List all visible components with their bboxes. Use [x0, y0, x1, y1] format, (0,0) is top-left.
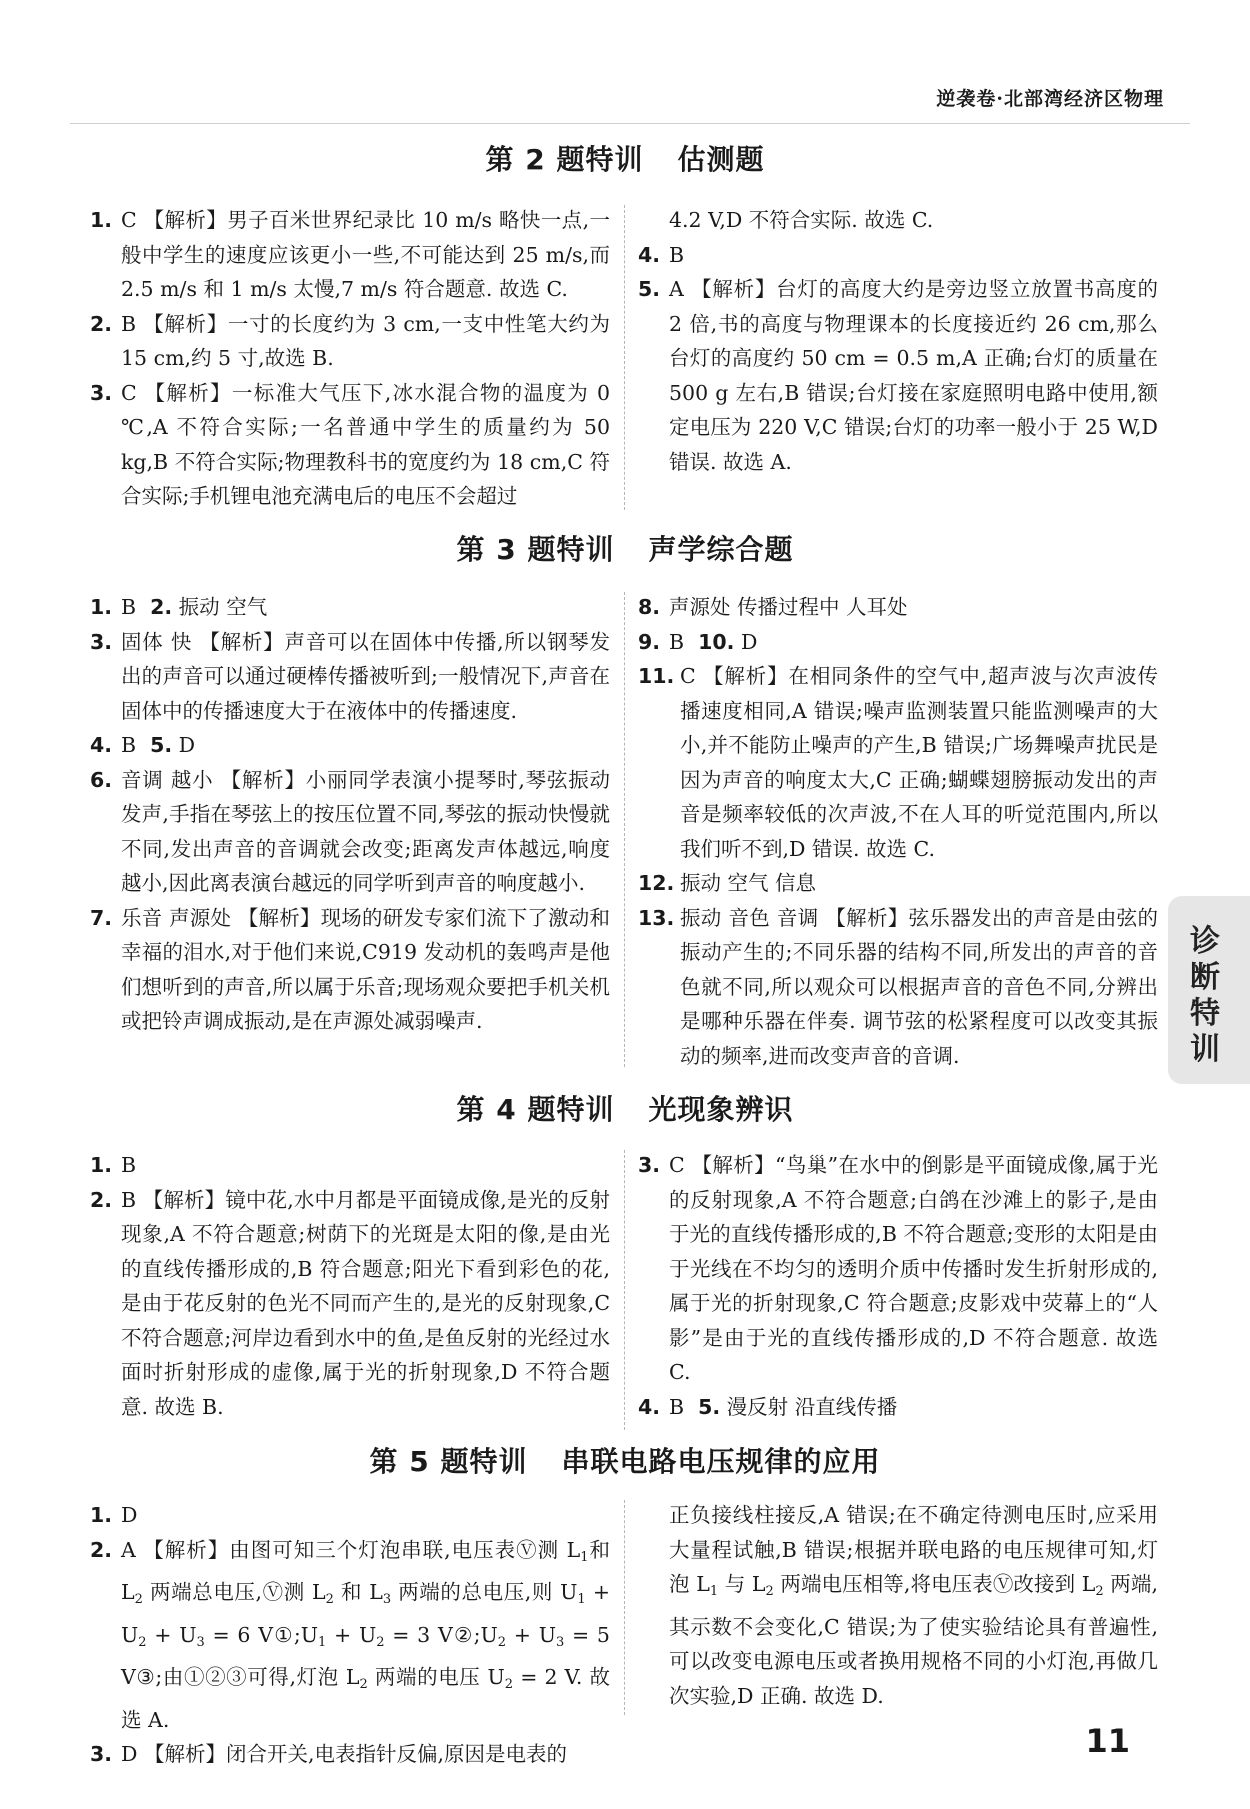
- answer-item: 13. 振动 音色 音调 【解析】弦乐器发出的声音是由弦的振动产生的;不同乐器的结构不同,所发出的声音的音色就不同,所以观众可以根据声音的音色不同,分辨出是哪种乐器在伴奏. 调节弦的松紧程度可以改变其振动的频率,进而改变声音的音调.: [638, 905, 1158, 1068]
- answer-item: 12. 振动 空气 信息: [638, 871, 817, 895]
- column-divider: [624, 1500, 625, 1715]
- answer-item: 4. B: [638, 242, 685, 267]
- column-divider: [624, 205, 625, 510]
- section-2-title: 第 2 题特训 估测题: [485, 143, 765, 176]
- answer-item: 4. B 5. D: [90, 733, 196, 757]
- answer-item: 2. B 【解析】镜中花,水中月都是平面镜成像,是光的反射现象,A 不符合题意;树荫下的光斑是太阳的像,是由光的直线传播形成的,B 符合题意;阳光下看到彩色的花,是由于花反射的色光不同而产生的,是光的反射现象,C 不符合题意;河岸边看到水中的鱼,是鱼反射的光经过水面时折射形成的虚像,属于光的折射现象,D 不符合题意. 故选 B.: [90, 1187, 610, 1419]
- answer-item: 3. D 【解析】闭合开关,电表指针反偏,原因是电表的: [90, 1742, 567, 1766]
- answer-item: 1. C 【解析】男子百米世界纪录比 10 m/s 略快一点,一般中学生的速度应该更小一些,不可能达到 25 m/s,而 2.5 m/s 和 1 m/s 太慢,7 m/s 符合题意. 故选 C.: [90, 208, 610, 301]
- answer-item: 3. C 【解析】一标准大气压下,冰水混合物的温度为 0 ℃,A 不符合实际;一名普通中学生的质量约为 50 kg,B 不符合实际;物理教科书的宽度约为 18 cm,C 符合实际;手机锂电池充满电后的电压不会超过: [90, 380, 610, 508]
- answer-item: 3. C 【解析】“鸟巢”在水中的倒影是平面镜成像,属于光的反射现象,A 不符合题意;白鸽在沙滩上的影子,是由于光的直线传播形成的,B 不符合题意;变形的太阳是由于光线在不均匀的透明介质中传播时发生折射形成的,属于光的折射现象,C 符合题意;皮影戏中荧幕上的“人影”是由于光的直线传播形成的,D 不符合题意. 故选 C.: [638, 1153, 1158, 1384]
- answer-item: 1. B 2. 振动 空气: [90, 595, 268, 619]
- answer-item: 9. B 10. D: [638, 629, 758, 654]
- answer-item: 3. 固体 快 【解析】声音可以在固体中传播,所以钢琴发出的声音可以通过硬棒传播被听到;一般情况下,声音在固体中的传播速度大于在液体中的传播速度.: [90, 629, 610, 723]
- section-4-left-column: [90, 1148, 610, 1424]
- section-5-title: 第 5 题特训 串联电路电压规律的应用: [369, 1445, 881, 1478]
- answer-item: 5. A 【解析】台灯的高度大约是旁边竖立放置书高度的 2 倍,书的高度与物理课本的长度接近约 26 cm,那么台灯的高度约 50 cm = 0.5 m,A 正确;台灯的质量在 500 g 左右,B 错误;台灯接在家庭照明电路中使用,额定电压为 220 V,C 错误;台灯的功率一般小于 25 W,D 错误. 故选 A.: [638, 277, 1158, 474]
- answer-item: 4. B 5. 漫反射 沿直线传播: [638, 1394, 898, 1419]
- side-tab: [1168, 896, 1250, 1084]
- answer-continuation: 正负接线柱接反,A 错误;在不确定待测电压时,应采用大量程试触,B 错误;根据并联电路的电压规律可知,灯泡 $L_1$ 与 $L_2$ 两端电压相等,将电压表Ⓥ改接到 $L_2$ 两端,其示数不会变化,C 错误;为了使实验结论具有普遍性,可以改变电源电压或者换用规格不同的小灯泡,再做几次实验,D 正确. 故选 D.: [669, 1503, 1158, 1708]
- answer-item: 8. 声源处 传播过程中 人耳处: [638, 595, 908, 619]
- header-rule: [70, 123, 1190, 124]
- answer-item: 1. B: [90, 1153, 137, 1177]
- answer-item: 2. B 【解析】一寸的长度约为 3 cm,一支中性笔大约为 15 cm,约 5 寸,故选 B.: [90, 311, 610, 370]
- section-5-left-column: [90, 1498, 610, 1772]
- section-4-right-column: [638, 1148, 1158, 1424]
- answer-item: 7. 乐音 声源处 【解析】现场的研发专家们流下了激动和幸福的泪水,对于他们来说,C919 发动机的轰鸣声是他们想听到的声音,所以属于乐音;现场观众要把手机关机或把铃声调成振动,是在声源处减弱噪声.: [90, 905, 610, 1033]
- column-divider: [624, 1150, 625, 1430]
- section-2-left-column: [90, 203, 610, 514]
- section-2-right-column: [638, 203, 1158, 479]
- section-5-right-column: [638, 1498, 1158, 1713]
- section-4-title: 第 4 题特训 光现象辨识: [456, 1093, 794, 1126]
- column-divider: [624, 592, 625, 1067]
- answer-item: 11. C 【解析】在相同条件的空气中,超声波与次声波传播速度相同,A 错误;噪声监测装置只能监测噪声的大小,并不能防止噪声的产生,B 错误;广场舞噪声扰民是因为声音的响度太大,C 正确;蝴蝶翅膀振动发出的声音是频率较低的次声波,不在人耳的听觉范围内,所以我们听不到,D 错误. 故选 C.: [638, 664, 1158, 861]
- section-3-title: 第 3 题特训 声学综合题: [456, 533, 794, 566]
- side-tab-label: 诊断特训: [1190, 924, 1220, 1067]
- answer-item: 2. A 【解析】由图可知三个灯泡串联,电压表Ⓥ测 $L_1$和 $L_2$ 两端总电压,Ⓥ测 $L_2$ 和 $L_3$ 两端的总电压,则 $U_1 + U_2 + U_3 = 6$ $V①;U_1 + U_2 = 3$ $V②;U_2 + U_3 = 5$ V③;由①②③可得,灯泡 $L_2$ 两端的电压 $U_2 = 2$ V. 故选 A.: [90, 1537, 611, 1732]
- answer-continuation: 4.2 V,D 不符合实际. 故选 C.: [669, 208, 934, 232]
- section-3-right-column: [638, 590, 1158, 1073]
- answer-item: 1. D: [90, 1503, 138, 1527]
- page-header: 逆袭卷·北部湾经济区物理: [936, 88, 1164, 110]
- page-number: 11: [1085, 1722, 1130, 1760]
- section-3-left-column: [90, 590, 610, 1039]
- answer-item: 6. 音调 越小 【解析】小丽同学表演小提琴时,琴弦振动发声,手指在琴弦上的按压位置不同,琴弦的振动快慢就不同,发出声音的音调就会改变;距离发声体越远,响度越小,因此离表演台越远的同学听到声音的响度越小.: [90, 767, 610, 895]
